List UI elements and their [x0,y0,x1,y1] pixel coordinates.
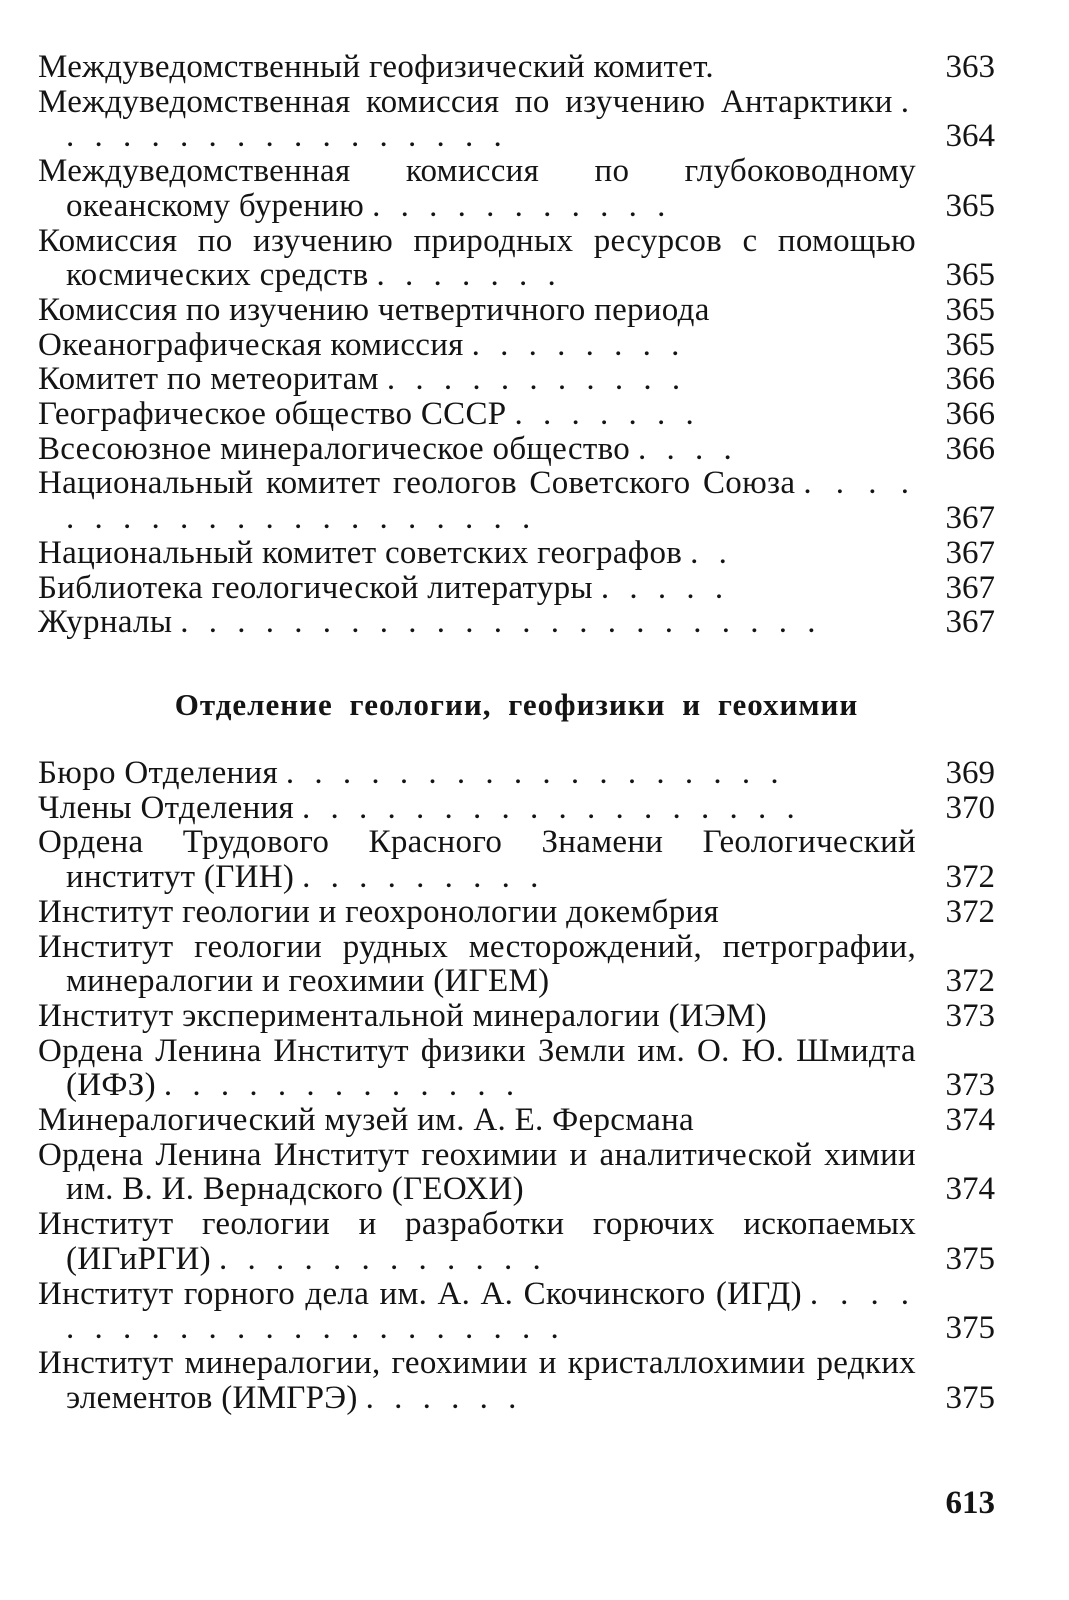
page-number: 613 [945,1485,995,1521]
leader-dots: . . . . . . . . [471,326,687,363]
entry-title: Бюро Отделения [38,755,278,791]
toc-entry [38,605,995,640]
leader-dots: . . . . . [600,569,731,606]
entry-title: Междуведомственная комиссия по изучению Антарктики [38,83,893,120]
toc-entry [38,432,995,467]
entry-title: Комитет по метеоритам [38,361,379,398]
entry-title: Ордена Ленина Институт геохимии и аналитической химии им. В. И. Вернадского (ГЕОХИ) [38,1136,916,1208]
leader-dots: . . . . [638,430,739,467]
entry-title: Междуведомственная комиссия по глубоководному океанскому бурению [38,153,916,224]
entry-page-number: 365 [945,187,995,224]
entry-title: Институт геологии и геохронологии докембрия [38,893,719,930]
entry-page-number: 372 [945,859,995,896]
toc-entry [38,791,995,826]
toc-entry [38,571,995,606]
toc-entry [38,362,995,397]
leader-dots: . . . . . . . . . . . [386,361,688,398]
leader-dots: . . . . . . . . . . . . [218,1240,548,1277]
toc-entry [38,756,995,791]
toc-entry [38,397,995,432]
leader-dots: . . . . . . . [514,396,701,433]
toc-list-bottom [38,756,995,1415]
toc-entry [38,293,995,328]
leader-dots: . . . . . . . . . . . . . [163,1067,522,1104]
toc-entry [38,1034,995,1103]
entry-page-number: 374 [945,1171,995,1208]
entry-page-number: 366 [945,361,995,398]
entry-page-number: 370 [945,789,995,826]
entry-title: Ордена Ленина Институт физики Земли им. О. Ю. Шмидта (ИФЗ) [38,1032,916,1104]
leader-dots: . . . . . . . . . . . . . . . . . . [302,789,802,826]
entry-title: Ордена Трудового Красного Знамени Геологический институт (ГИН) [38,824,916,896]
entry-page-number: 365 [945,326,995,363]
leader-dots: . . . . . . . . . [302,859,546,896]
section-heading: Отделение геологии, геофизики и геохимии [174,687,859,722]
entry-page-number: 372 [945,893,995,930]
entry-page-number: 367 [945,604,995,641]
toc-entry [38,154,995,223]
toc-entry [38,999,995,1034]
leader-dots: . . . . . . . . . . . . . . . . . . . . . [66,465,916,537]
entry-page-number: 367 [945,534,995,571]
entry-page-number: 367 [945,500,995,537]
entry-title: Всесоюзное минералогическое общество [38,430,631,467]
leader-dots: . . . . . . . [376,257,563,294]
leader-dots: . . . . . . . . . . . [372,187,673,224]
toc-entry [38,536,995,571]
toc-entry [38,1103,995,1138]
entry-title: Институт экспериментальной минералогии (ИЭМ) [38,997,767,1034]
entry-page-number: 364 [945,118,995,155]
entry-page-number: 375 [945,1310,995,1347]
entry-page-number: 367 [945,569,995,606]
leader-dots: . . . . . . [365,1379,524,1416]
toc-entry [38,1346,995,1415]
leader-dots: . . . . . . . . . . . . . . . . . [66,83,916,155]
leader-dots: . . . . . . . . . . . . . . . . . . . . . . [66,1275,917,1347]
toc-entry [38,50,995,85]
entry-page-number: 372 [945,963,995,1000]
leader-dots: . . [690,534,734,571]
entry-page-number: 373 [945,997,995,1034]
entry-page-number: 365 [945,257,995,294]
entry-page-number: 373 [945,1067,995,1104]
toc-entry [38,328,995,363]
entry-title: Междуведомственный геофизический комитет. [38,49,714,85]
entry-title: Национальный комитет геологов Советского Союза [38,465,796,502]
entry-page-number: 374 [945,1102,995,1139]
toc-list-top [38,50,995,640]
entry-title: Библиотека геологической литературы [38,569,593,606]
entry-page-number: 366 [945,396,995,433]
entry-page-number: 375 [945,1240,995,1277]
toc-entry [38,1138,995,1207]
leader-dots: . . . . . . . . . . . . . . . . . . [285,755,786,791]
entry-title: Национальный комитет советских географов [38,534,683,571]
entry-title: Члены Отделения [38,789,295,826]
entry-page-number: 366 [945,430,995,467]
entry-title: Институт геологии рудных месторождений, петрографии, минералогии и геохимии (ИГЕМ) [38,928,916,1000]
leader-dots: . . . . . . . . . . . . . . . . . . . . . . . [180,604,823,641]
entry-page-number: 365 [945,291,995,328]
entry-page-number: 369 [945,755,995,791]
entry-title: Минералогический музей им. А. Е. Ферсмана [38,1102,695,1139]
toc-entry [38,1277,995,1346]
entry-title: Географическое общество СССР [38,396,507,433]
entry-page-number: 375 [945,1379,995,1416]
entry-title: Институт горного дела им. А. А. Скочинского (ИГД) [38,1275,802,1312]
toc-entry [38,85,995,154]
toc-entry [38,466,995,535]
entry-title: Институт минералогии, геохимии и кристаллохимии редких элементов (ИМГРЭ) [38,1344,916,1416]
entry-title: Комиссия по изучению природных ресурсов с помощью космических средств [38,222,916,294]
entry-page-number: 363 [945,49,995,85]
toc-entry [38,1207,995,1276]
toc-entry [38,224,995,293]
toc-entry [38,930,995,999]
entry-title: Комиссия по изучению четвертичного периода [38,291,710,328]
entry-title: Институт геологии и разработки горючих ископаемых (ИГиРГИ) [38,1206,916,1277]
toc-entry [38,825,995,894]
entry-title: Океанографическая комиссия [38,326,464,363]
toc-entry [38,895,995,930]
entry-title: Журналы [38,604,173,641]
